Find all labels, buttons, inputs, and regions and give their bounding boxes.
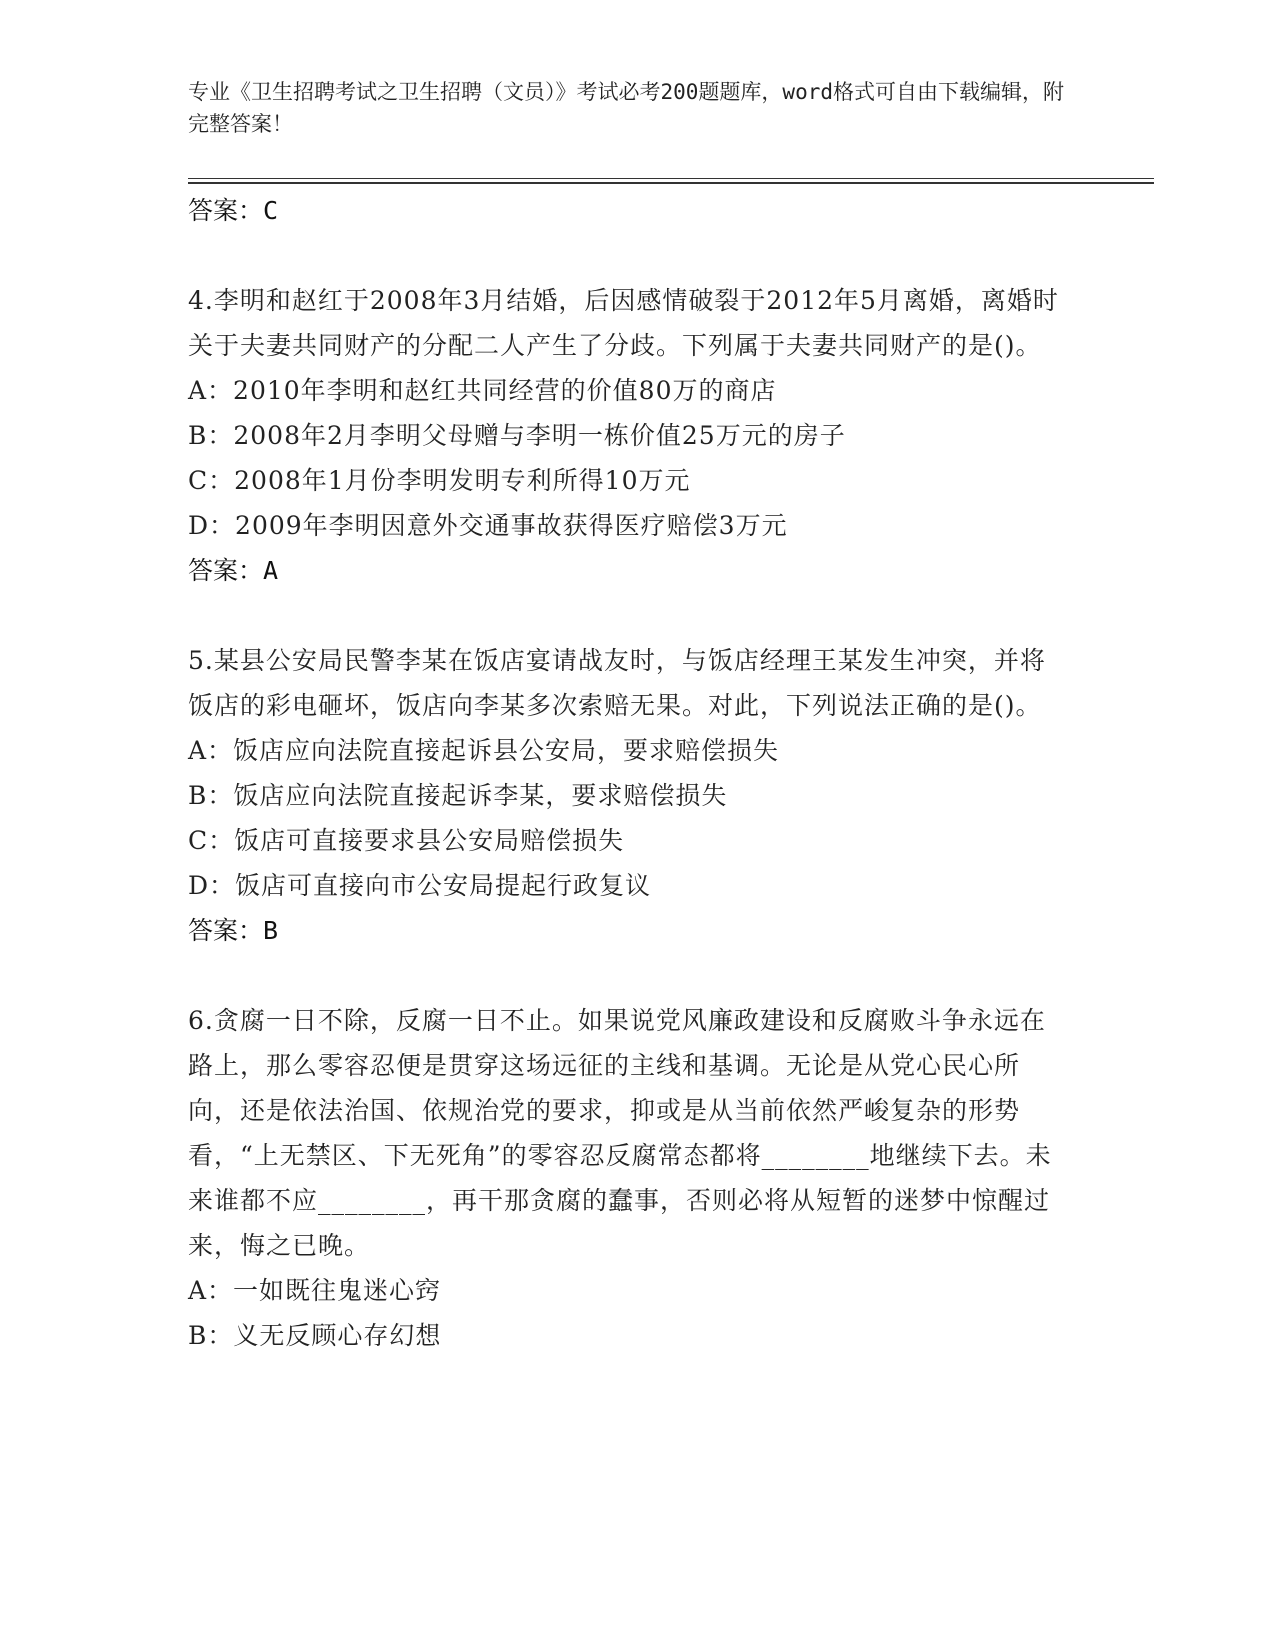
option-c: C：饭店可直接要求县公安局赔偿损失 — [188, 826, 625, 855]
option-a: A：2010年李明和赵红共同经营的价值80万的商店 — [188, 376, 777, 405]
option-a: A：饭店应向法院直接起诉县公安局，要求赔偿损失 — [188, 736, 780, 765]
page-header: 专业《卫生招聘考试之卫生招聘（文员）》考试必考200题题库，word格式可自由下载编辑，附完整答案！ — [188, 80, 1064, 136]
question-4 — [188, 278, 1068, 593]
option-b: B：义无反顾心存幻想 — [188, 1321, 442, 1350]
previous-answer: 答案：C — [188, 196, 279, 225]
option-b: B：饭店应向法院直接起诉李某，要求赔偿损失 — [188, 781, 728, 810]
question-content — [188, 188, 1068, 1358]
option-d: D：饭店可直接向市公安局提起行政复议 — [188, 871, 652, 900]
question-text: 4.李明和赵红于2008年3月结婚，后因感情破裂于2012年5月离婚，离婚时关于夫妻共同财产的分配二人产生了分歧。下列属于夫妻共同财产的是()。 — [188, 286, 1059, 360]
header-divider-thick — [188, 182, 1154, 184]
question-5 — [188, 638, 1068, 953]
option-d: D：2009年李明因意外交通事故获得医疗赔偿3万元 — [188, 511, 788, 540]
header-divider-thin — [188, 178, 1154, 179]
question-6 — [188, 998, 1068, 1358]
answer: 答案：A — [188, 556, 279, 585]
question-text: 6.贪腐一日不除，反腐一日不止。如果说党风廉政建设和反腐败斗争永远在路上，那么零容忍便是贯穿这场远征的主线和基调。无论是从党心民心所向，还是依法治国、依规治党的要求，抑或是从当前依然严峻复杂的形势看，“上无禁区、下无死角”的零容忍反腐常态都将________地继续下去。未来谁都不应________，再干那贪腐的蠢事，否则必将从短暂的迷梦中惊醒过来，悔之已晚。 — [188, 1006, 1052, 1260]
option-c: C：2008年1月份李明发明专利所得10万元 — [188, 466, 691, 495]
question-text: 5.某县公安局民警李某在饭店宴请战友时，与饭店经理王某发生冲突，并将饭店的彩电砸坏，饭店向李某多次索赔无果。对此，下列说法正确的是()。 — [188, 646, 1046, 720]
option-a: A：一如既往鬼迷心窍 — [188, 1276, 442, 1305]
answer: 答案：B — [188, 916, 279, 945]
option-b: B：2008年2月李明父母赠与李明一栋价值25万元的房子 — [188, 421, 846, 450]
